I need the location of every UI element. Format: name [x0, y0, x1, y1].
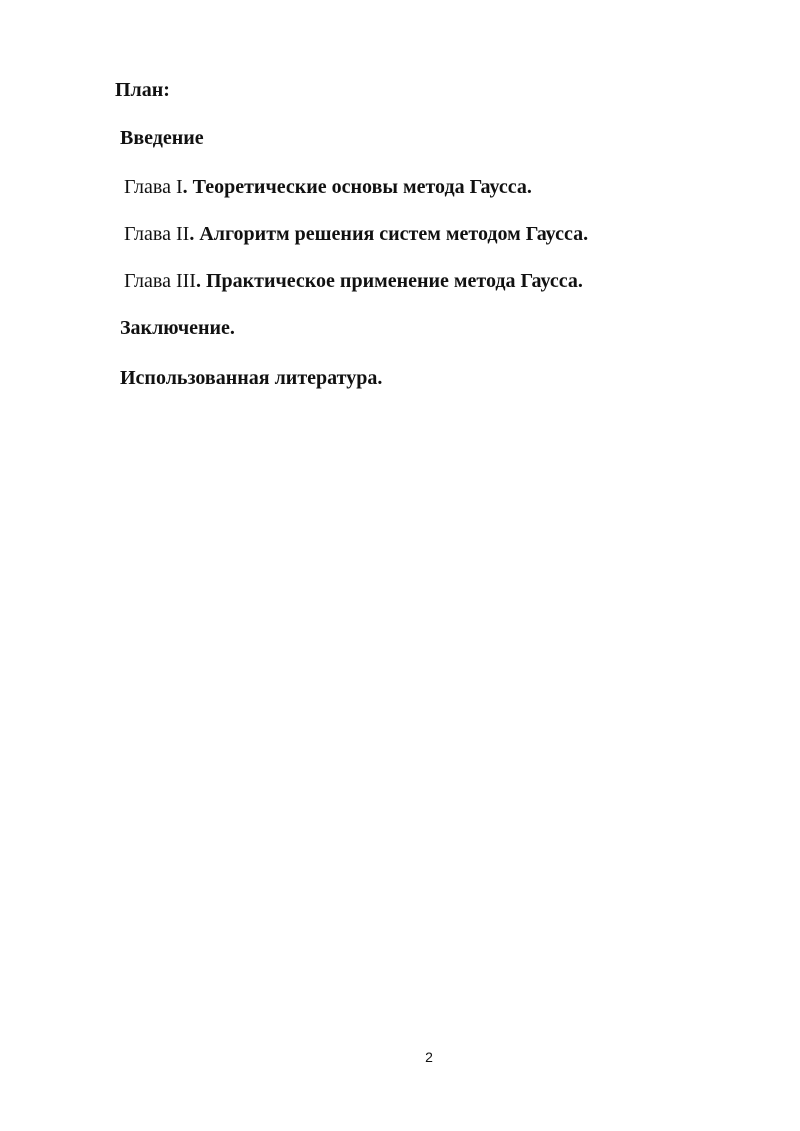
chapter-2-prefix: Глава	[124, 223, 176, 245]
chapter-2-numeral: II	[175, 223, 190, 245]
chapter-3-title: . Практическое применение метода Гаусса.	[195, 270, 583, 292]
chapter-2-title: . Алгоритм решения систем методом Гаусса.	[189, 223, 589, 245]
chapter-3-prefix: Глава	[124, 270, 176, 292]
toc-references: Использованная литература.	[120, 367, 383, 389]
toc-conclusion: Заключение.	[120, 317, 235, 339]
toc-chapter-1	[124, 175, 532, 199]
page-number: 2	[425, 1049, 433, 1065]
chapter-1-title: . Теоретические основы метода Гаусса.	[182, 176, 532, 198]
toc-introduction: Введение	[120, 127, 204, 149]
chapter-1-prefix: Глава	[124, 176, 176, 198]
toc-chapter-2	[124, 222, 588, 246]
chapter-1-numeral: I	[175, 176, 183, 198]
plan-heading: План:	[115, 79, 170, 101]
toc-chapter-3	[124, 269, 583, 293]
chapter-3-numeral: III	[175, 270, 196, 292]
